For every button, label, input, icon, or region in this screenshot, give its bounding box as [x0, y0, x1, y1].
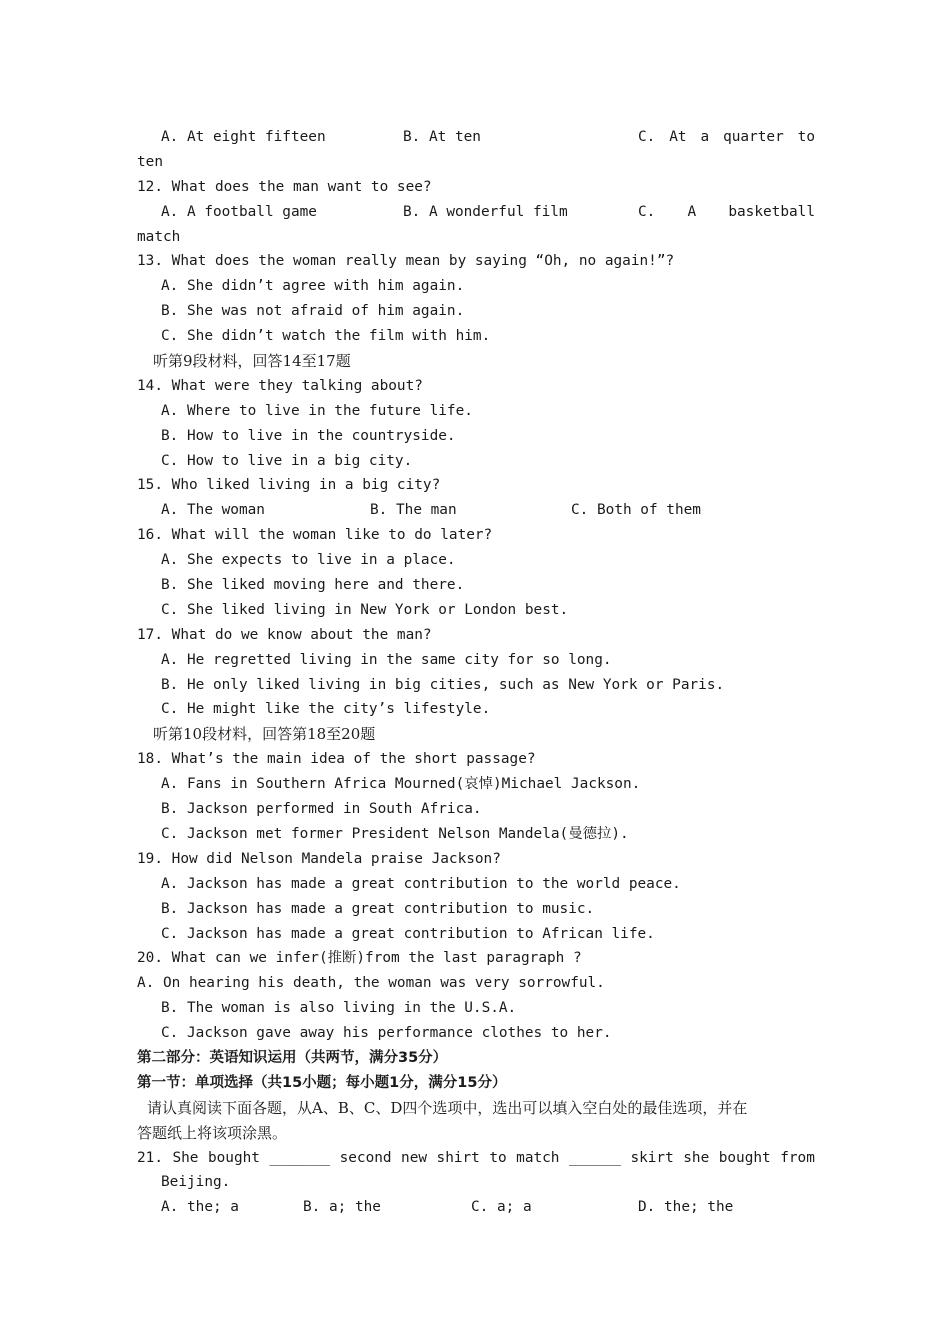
exam-page [137, 125, 815, 1220]
word: basketball [728, 203, 815, 220]
word: She [172, 1149, 199, 1166]
word: C. [638, 129, 656, 145]
q16-option-a: A. She expects to live in a place. [161, 552, 456, 569]
q17-stem: 17. What do we know about the man? [137, 626, 432, 643]
q11-option-a: A. At eight fifteen [161, 129, 326, 145]
word: she [683, 1149, 710, 1166]
instructions-line-1: 请认真阅读下面各题，从A、B、C、D四个选项中，选出可以填入空白处的最佳选项，并在 [147, 1098, 748, 1117]
q12-option-c [638, 200, 815, 225]
word: shirt [436, 1149, 480, 1166]
q13-option-a: A. She didn’t agree with him again. [161, 278, 465, 295]
q13-stem: 13. What does the woman really mean by saying “Oh, no again!”? [137, 253, 675, 270]
word: a [700, 129, 710, 145]
q14-option-b: B. How to live in the countryside. [161, 427, 456, 444]
q18-stem: 18. What’s the main idea of the short passage? [137, 751, 536, 768]
q21-options [137, 1195, 815, 1220]
word: second [339, 1149, 392, 1166]
q13-option-c: C. She didn’t watch the film with him. [161, 328, 491, 345]
word: to [489, 1149, 507, 1166]
word: new [401, 1149, 428, 1166]
q21-option-d: D. the; the [638, 1199, 734, 1216]
q15-stem: 15. Who liked living in a big city? [137, 477, 441, 494]
q14-stem: 14. What were they talking about? [137, 377, 423, 394]
instructions-line-2: 答题纸上将该项涂黑。 [137, 1123, 288, 1142]
q11-options [137, 125, 815, 150]
blank: ______ [568, 1149, 621, 1166]
q18-option-c: C. Jackson met former President Nelson Mandela(曼德拉). [161, 825, 629, 842]
q12-option-c-cont: match [137, 228, 181, 245]
q15-option-c: C. Both of them [571, 502, 701, 519]
blank: _______ [269, 1149, 331, 1166]
section-9-heading: 听第9段材料，回答14至17题 [153, 352, 351, 371]
q19-stem: 19. How did Nelson Mandela praise Jackson? [137, 850, 501, 867]
q11-option-b: B. At ten [403, 129, 481, 145]
q11-option-c-cont: ten [137, 153, 163, 170]
q17-option-a: A. He regretted living in the same city for so long. [161, 651, 612, 668]
q21-option-c: C. a; a [471, 1199, 532, 1216]
word: 21. [137, 1149, 163, 1166]
q14-option-a: A. Where to live in the future life. [161, 402, 473, 419]
q12-options [137, 200, 815, 225]
q16-option-b: B. She liked moving here and there. [161, 577, 465, 594]
word: to [797, 129, 815, 145]
q16-stem: 16. What will the woman like to do later? [137, 527, 493, 544]
q19-option-c: C. Jackson has made a great contribution to African life. [161, 925, 655, 942]
q18-option-b: B. Jackson performed in South Africa. [161, 801, 482, 818]
q11-option-c [638, 125, 815, 150]
q12-option-b: B. A wonderful film [403, 203, 568, 220]
word: C. [638, 203, 656, 220]
section-1-title: 第一节：单项选择（共15小题；每小题1分，满分15分） [137, 1074, 507, 1091]
word: A [687, 203, 697, 220]
q14-option-c: C. How to live in a big city. [161, 452, 413, 469]
q15-option-b: B. The man [370, 502, 457, 519]
word: bought [718, 1149, 771, 1166]
q20-option-a: A. On hearing his death, the woman was very sorrowful. [137, 975, 605, 992]
q19-option-a: A. Jackson has made a great contribution to the world peace. [161, 875, 681, 892]
word: match [516, 1149, 560, 1166]
word: At [669, 129, 687, 145]
word: quarter [723, 129, 784, 145]
word: skirt [630, 1149, 674, 1166]
word: from [780, 1149, 815, 1166]
q21-stem-cont: Beijing. [161, 1174, 231, 1191]
section-10-heading: 听第10段材料，回答第18至20题 [153, 725, 376, 744]
q20-option-b: B. The woman is also living in the U.S.A. [161, 1000, 517, 1017]
q15-options [137, 498, 815, 523]
q12-stem: 12. What does the man want to see? [137, 178, 432, 195]
q20-stem: 20. What can we infer(推断)from the last paragraph ? [137, 950, 582, 967]
q15-option-a: A. The woman [161, 502, 265, 519]
q21-stem [137, 1146, 815, 1171]
q17-option-b: B. He only liked living in big cities, such as New York or Paris. [161, 676, 725, 693]
q16-option-c: C. She liked living in New York or London best. [161, 601, 569, 618]
q21-option-a: A. the; a [161, 1199, 239, 1216]
q17-option-c: C. He might like the city’s lifestyle. [161, 701, 491, 718]
q20-option-c: C. Jackson gave away his performance clothes to her. [161, 1025, 612, 1042]
q21-option-b: B. a; the [303, 1199, 381, 1216]
q19-option-b: B. Jackson has made a great contribution to music. [161, 900, 595, 917]
part-2-title: 第二部分：英语知识运用（共两节，满分35分） [137, 1049, 448, 1066]
word: bought [207, 1149, 260, 1166]
q13-option-b: B. She was not afraid of him again. [161, 303, 465, 320]
q12-option-a: A. A football game [161, 203, 317, 220]
q18-option-a: A. Fans in Southern Africa Mourned(哀悼)Michael Jackson. [161, 776, 641, 793]
